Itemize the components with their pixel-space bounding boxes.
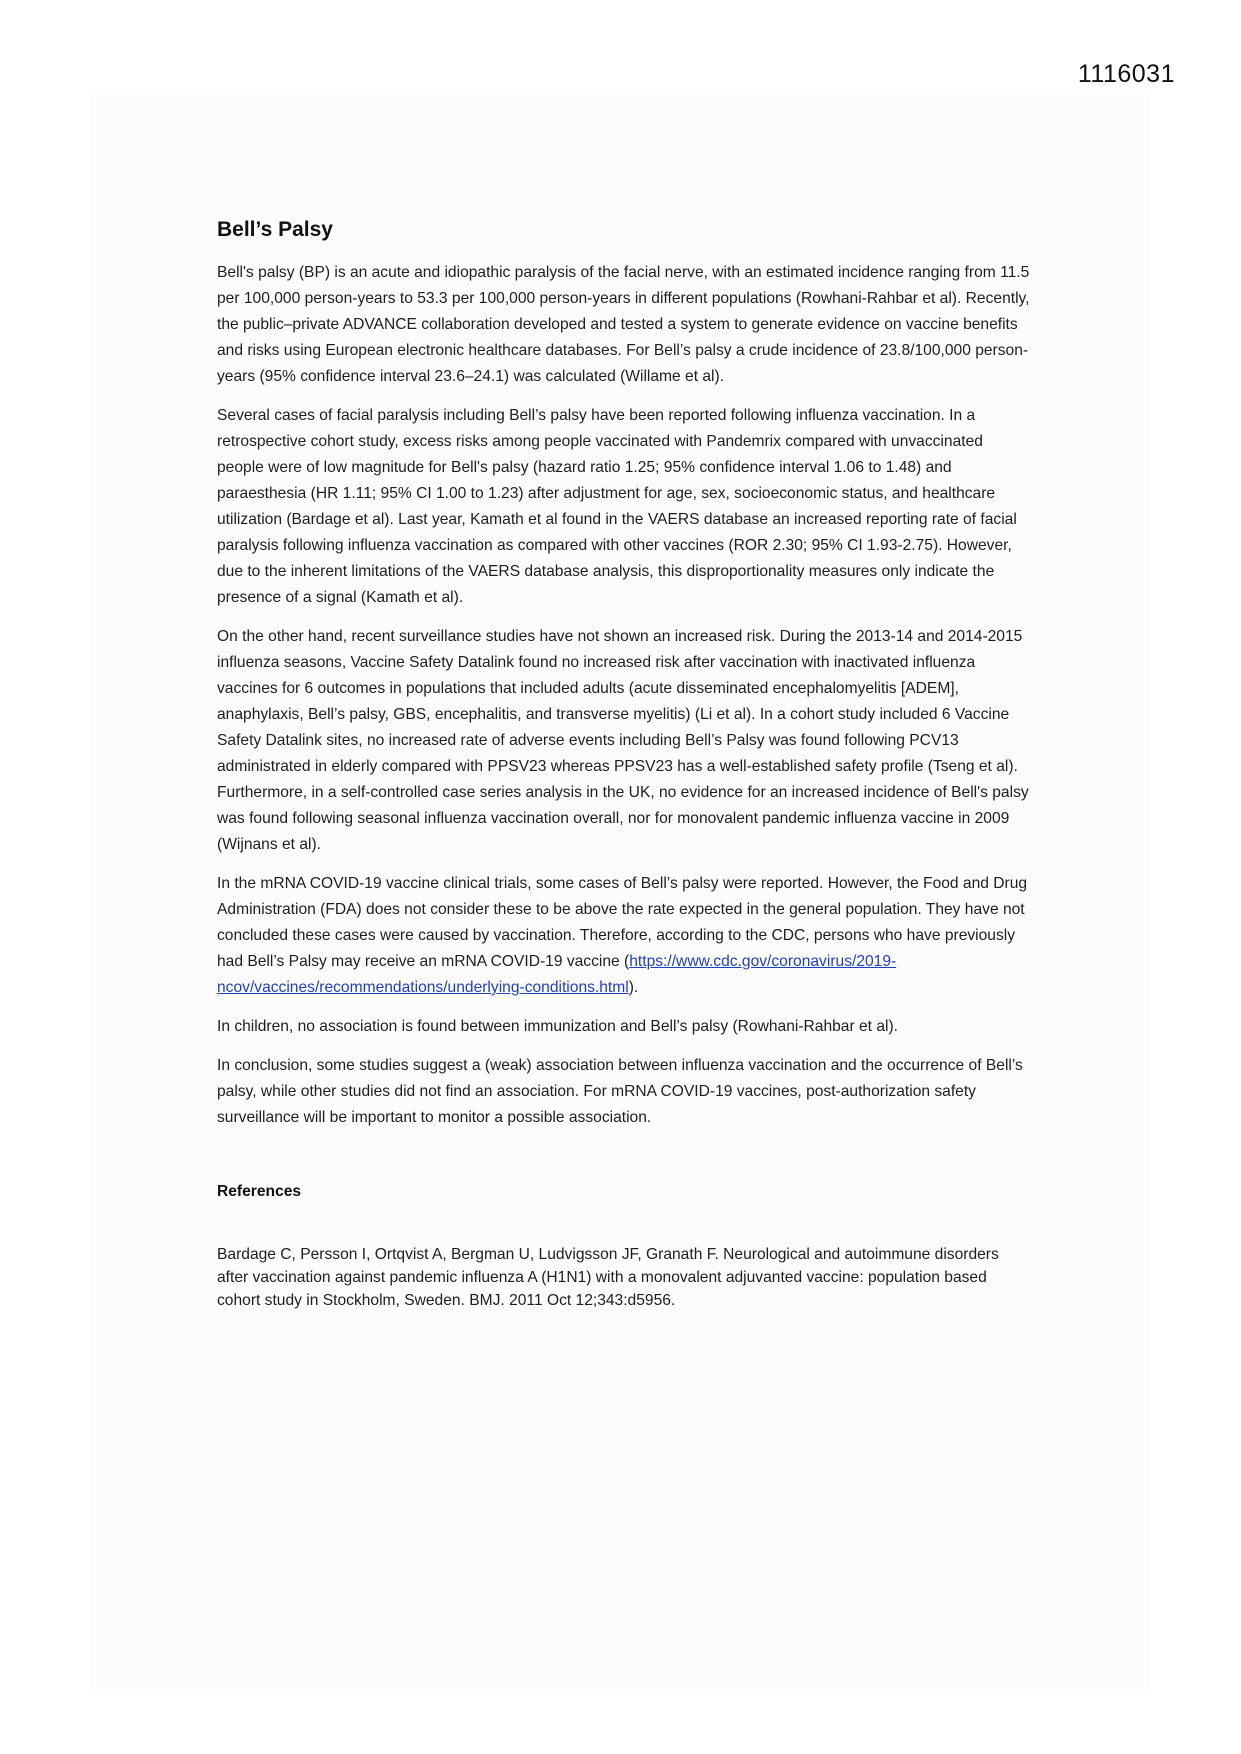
document-body [217, 218, 1032, 1312]
paragraph-surveillance: On the other hand, recent surveillance studies have not shown an increased risk. During the 2013-14 and 2014-2015 influenza seasons, Vaccine Safety Datalink found no increased risk after vaccination with inactivated influenza vaccines for 6 outcomes in populations that included adults (acute disseminated encephalomyelitis [ADEM], anaphylaxis, Bell’s palsy, GBS, encephalitis, and transverse myelitis) (Li et al). In a cohort study included 6 Vaccine Safety Datalink sites, no increased rate of adverse events including Bell’s Palsy was found following PCV13 administrated in elderly compared with PPSV23 whereas PPSV23 has a well-established safety profile (Tseng et al). Furthermore, in a self-controlled case series analysis in the UK, no evidence for an increased incidence of Bell's palsy was found following seasonal influenza vaccination overall, nor for monovalent pandemic influenza vaccine in 2009 (Wijnans et al). [217, 628, 1029, 853]
paragraph-incidence: Bell's palsy (BP) is an acute and idiopathic paralysis of the facial nerve, with an estimated incidence ranging from 11.5 per 100,000 person-years to 53.3 per 100,000 person-years in different populations (Rowhani-Rahbar et al). Recently, the public–private ADVANCE collaboration developed and tested a system to generate evidence on vaccine benefits and risks using European electronic healthcare databases. For Bell’s palsy a crude incidence of 23.8/100,000 person-years (95% confidence interval 23.6–24.1) was calculated (Willame et al). [217, 264, 1030, 385]
cdc-link[interactable]: https://www.cdc.gov/coronavirus/2019-ncov/vaccines/recommendations/underlying-conditions.html [217, 953, 897, 996]
paragraph-conclusion: In conclusion, some studies suggest a (weak) association between influenza vaccination and the occurrence of Bell’s palsy, while other studies did not find an association. For mRNA COVID-19 vaccines, post-authorization safety surveillance will be important to monitor a possible association. [217, 1057, 1023, 1126]
reference-item: Bardage C, Persson I, Ortqvist A, Bergman U, Ludvigsson JF, Granath F. Neurological and autoimmune disorders after vaccination against pandemic influenza A (H1N1) with a monovalent adjuvanted vaccine: population based cohort study in Stockholm, Sweden. BMJ. 2011 Oct 12;343:d5956. [217, 1246, 999, 1309]
page-title: Bell’s Palsy [217, 218, 333, 241]
paragraph-influenza-cases: Several cases of facial paralysis including Bell’s palsy have been reported following influenza vaccination. In a retrospective cohort study, excess risks among people vaccinated with Pandemrix compared with unvaccinated people were of low magnitude for Bell's palsy (hazard ratio 1.25; 95% confidence interval 1.06 to 1.48) and paraesthesia (HR 1.11; 95% CI 1.00 to 1.23) after adjustment for age, sex, socioeconomic status, and healthcare utilization (Bardage et al). Last year, Kamath et al found in the VAERS database an increased reporting rate of facial paralysis following influenza vaccination as compared with other vaccines (ROR 2.30; 95% CI 1.93-2.75). However, due to the inherent limitations of the VAERS database analysis, this disproportionality measures only indicate the presence of a signal (Kamath et al). [217, 407, 1017, 606]
paragraph-mrna-closing: ). [628, 979, 639, 996]
references-heading: References [217, 1183, 302, 1200]
document-id: 1116031 [1077, 60, 1175, 88]
paragraph-mrna-covid [217, 871, 1032, 1001]
paragraph-mrna-text: In the mRNA COVID-19 vaccine clinical trials, some cases of Bell’s palsy were reported. However, the Food and Drug Administration (FDA) does not consider these to be above the rate expected in the general population. They have not concluded these cases were caused by vaccination. Therefore, according to the CDC, persons who have previously had Bell’s Palsy may receive an mRNA COVID-19 vaccine ( [217, 875, 1028, 970]
paragraph-children: In children, no association is found between immunization and Bell’s palsy (Rowhani-Rahbar et al). [217, 1018, 899, 1035]
